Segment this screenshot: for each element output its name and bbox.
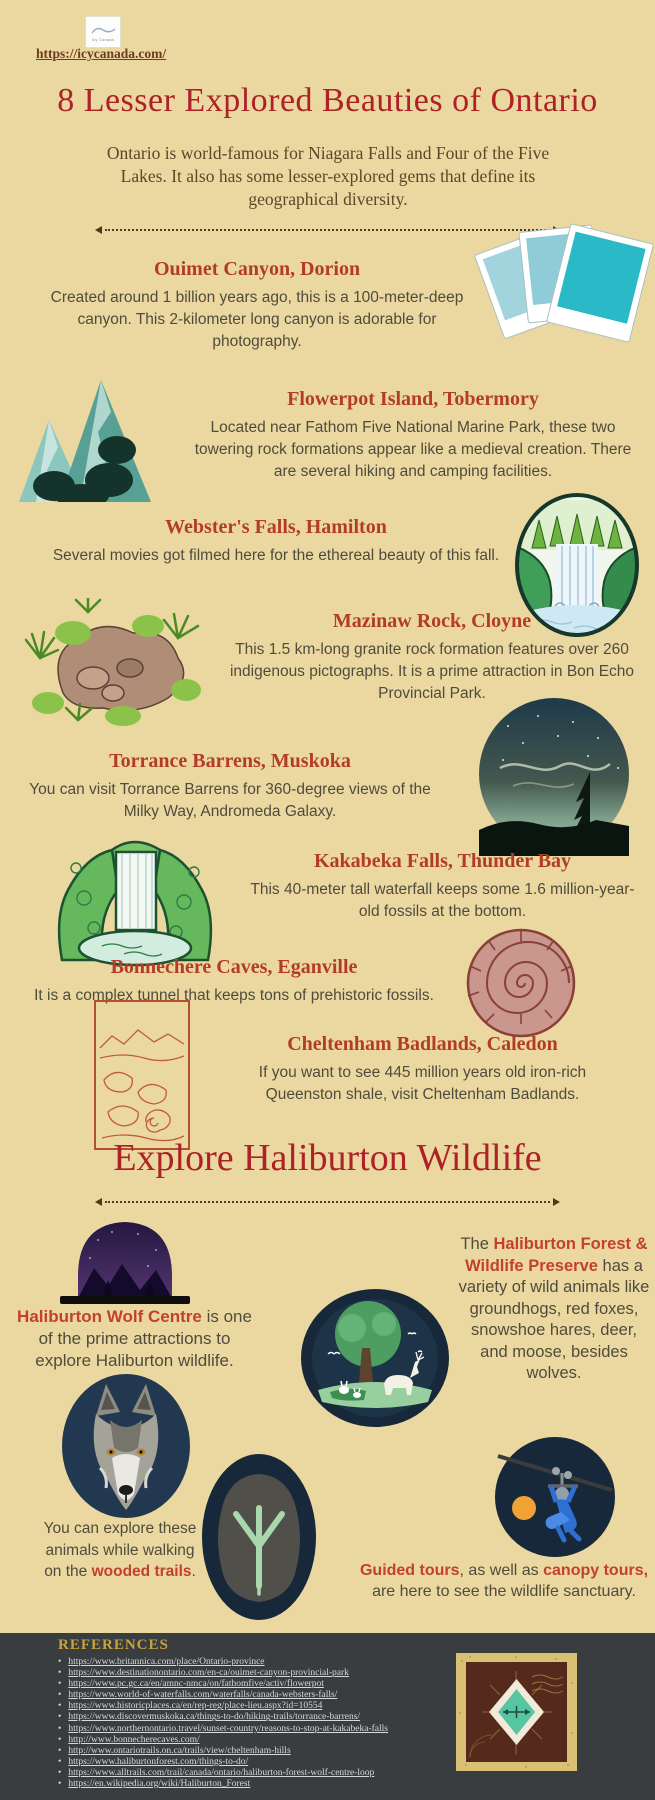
- dotted-line: [105, 1201, 550, 1203]
- reference-item: [58, 1757, 388, 1768]
- section-body: Several movies got filmed here for the ethereal beauty of this fall.: [52, 547, 500, 564]
- icy-canada-logo: [85, 16, 121, 48]
- reference-item: [58, 1690, 388, 1701]
- section-heading: Ouimet Canyon, Dorion: [153, 258, 361, 280]
- section-websters-falls: [42, 516, 510, 567]
- section-body: This 40-meter tall waterfall keeps some 1.6 million-year-old fossils at the bottom.: [250, 881, 635, 920]
- polaroid-photos-icon: [487, 226, 655, 344]
- section-body: Located near Fathom Five National Marine Park, these two towering rock formations appear like a medieval creation. There are several hiking and camping facilities.: [194, 419, 632, 480]
- section-ouimet-canyon: [32, 258, 482, 353]
- reference-item: [58, 1724, 388, 1735]
- postage-stamp-icon: [456, 1653, 577, 1776]
- reference-link[interactable]: https://www.destinationontario.com/en-ca/ouimet-canyon-provincial-park: [68, 1668, 349, 1679]
- reference-link[interactable]: https://www.haliburtonforest.com/things-to-do/: [68, 1756, 249, 1767]
- preserve-rest: has a variety of wild animals like groundhogs, red foxes, snowshoe hares, deer, and moose, besides wolves.: [458, 1256, 650, 1382]
- bird-footprint-circle-icon: [200, 1452, 318, 1627]
- reference-link[interactable]: https://en.wikipedia.org/wiki/Haliburton_Forest: [68, 1779, 251, 1790]
- green-waterfall-icon: [54, 798, 216, 973]
- reference-item: [58, 1701, 388, 1712]
- section-flowerpot-island: [182, 388, 644, 483]
- section-heading: Webster's Falls, Hamilton: [165, 516, 387, 538]
- section-body: You can visit Torrance Barrens for 360-degree views of the Milky Way, Andromeda Galaxy.: [29, 781, 431, 820]
- preserve-text: [458, 1234, 650, 1385]
- reference-link[interactable]: http://www.ontariotrails.on.ca/trails/view/cheltenham-hills: [68, 1745, 291, 1756]
- night-forest-dome-icon: [58, 1210, 192, 1311]
- section-cheltenham-badlands: [195, 1033, 650, 1106]
- wolf-portrait-icon: [60, 1372, 192, 1525]
- night-sky-oval-icon: [478, 698, 630, 861]
- reference-item: [58, 1779, 388, 1790]
- dotted-divider: [95, 1198, 560, 1206]
- references-heading: REFERENCES: [58, 1637, 169, 1653]
- dotted-line: [105, 229, 550, 231]
- left-arrow-icon: [95, 226, 102, 234]
- tours-rest: are here to see the wildlife sanctuary.: [372, 1583, 636, 1600]
- section-body: It is a complex tunnel that keeps tons of prehistoric fossils.: [34, 987, 434, 1004]
- reference-item: [58, 1768, 388, 1779]
- guided-tours-highlight: Guided tours: [359, 1562, 460, 1579]
- section-heading: Mazinaw Rock, Cloyne: [332, 610, 532, 632]
- reference-link[interactable]: https://www.historicplaces.ca/en/rep-reg/place-lieu.aspx?id=10554: [68, 1701, 323, 1712]
- trails-rest: You can explore these animals while walking on the: [43, 1520, 197, 1580]
- section-mazinaw-rock: [212, 610, 652, 705]
- section-heading: Kakabeka Falls, Thunder Bay: [313, 850, 572, 872]
- section-body: Created around 1 billion years ago, this is a 100-meter-deep canyon. This 2-kilometer long canyon is adorable for photography.: [50, 289, 464, 350]
- reference-item: [58, 1735, 388, 1746]
- wolf-centre-rest: is one of the prime attractions to explore Haliburton wildlife.: [35, 1307, 252, 1370]
- section-kakabeka-falls: [235, 850, 650, 923]
- site-link[interactable]: https://icycanada.com/: [36, 46, 167, 61]
- section-body: This 1.5 km-long granite rock formation features over 260 indigenous pictographs. It is a prime attraction in Bon Echo Provincial Park.: [229, 641, 635, 702]
- right-arrow-icon: [553, 1198, 560, 1206]
- wolf-centre-highlight: Haliburton Wolf Centre: [17, 1307, 202, 1326]
- reference-link[interactable]: http://www.bonnecherecaves.com/: [68, 1734, 200, 1745]
- references-footer: [0, 1633, 655, 1800]
- trails-suffix: .: [191, 1563, 196, 1580]
- section-heading: Flowerpot Island, Tobermory: [287, 388, 539, 410]
- section-body: If you want to see 445 million years old iron-rich Queenston shale, visit Cheltenham Badlands.: [258, 1064, 587, 1103]
- references-list: [58, 1657, 388, 1790]
- teal-mountains-icon: [14, 352, 159, 507]
- preserve-pre: The: [460, 1235, 494, 1253]
- tours-mid: , as well as: [459, 1562, 544, 1579]
- reference-link[interactable]: https://www.northernontario.travel/sunset-country/reasons-to-stop-at-kakabeka-falls: [68, 1723, 388, 1734]
- logo-mountain-icon: [89, 23, 117, 37]
- rocks-with-plants-icon: [18, 598, 213, 733]
- reference-item: [58, 1712, 388, 1723]
- wooded-trails-text: [35, 1518, 205, 1583]
- ammonite-fossil-icon: [462, 926, 580, 1045]
- page-subtitle: Ontario is world-famous for Niagara Falls and Four of the Five Lakes. It also has some lesser-explored gems that define its geographical diversity.: [106, 143, 550, 209]
- reference-link[interactable]: https://www.pc.gc.ca/en/amnc-nmca/on/fathomfive/activ/flowerpot: [68, 1679, 324, 1690]
- zipline-circle-icon: [494, 1436, 616, 1563]
- reference-item: [58, 1668, 388, 1679]
- reference-link[interactable]: https://www.discovermuskoka.ca/things-to-do/hiking-trails/torrance-barrens/: [68, 1712, 361, 1723]
- tours-text: [356, 1560, 652, 1602]
- section-bonnechere-caves: [8, 956, 460, 1007]
- reference-link[interactable]: https://www.alltrails.com/trail/canada/ontario/haliburton-forest-wolf-centre-loop: [68, 1767, 375, 1778]
- preserve-highlight: Haliburton Forest & Wildlife Preserve: [465, 1235, 648, 1275]
- reference-item: [58, 1746, 388, 1757]
- reference-link[interactable]: https://www.britannica.com/place/Ontario-province: [68, 1657, 265, 1667]
- section-heading: Cheltenham Badlands, Caledon: [287, 1033, 558, 1055]
- trails-highlight: wooded trails: [91, 1563, 192, 1580]
- logo-text: Icy Canada: [91, 36, 115, 42]
- left-arrow-icon: [95, 1198, 102, 1206]
- section-heading: Bonnechere Caves, Eganville: [110, 956, 358, 978]
- wildlife-title: Explore Haliburton Wildlife: [113, 1137, 542, 1179]
- deer-forest-circle-icon: [300, 1288, 450, 1433]
- reference-link[interactable]: https://www.world-of-waterfalls.com/waterfalls/canada-websters-falls/: [68, 1690, 338, 1701]
- canopy-tours-highlight: canopy tours,: [543, 1562, 649, 1579]
- badlands-sketch-icon: [94, 1000, 190, 1155]
- page-title: 8 Lesser Explored Beauties of Ontario: [57, 82, 598, 119]
- wolf-centre-text: [12, 1306, 257, 1372]
- section-heading: Torrance Barrens, Muskoka: [109, 750, 351, 772]
- reference-item: [58, 1679, 388, 1690]
- reference-item: [58, 1657, 388, 1668]
